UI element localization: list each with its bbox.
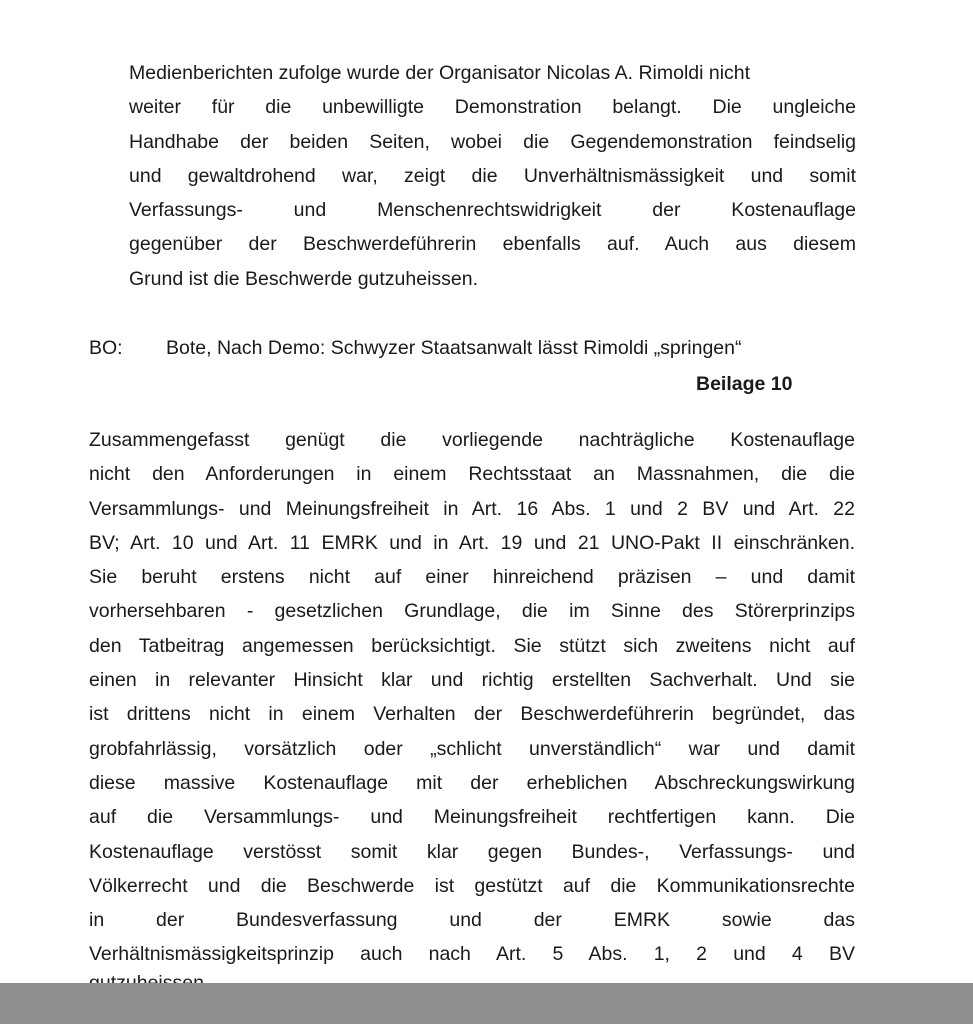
attachment-label: Beilage 10 — [696, 373, 793, 395]
text-line: den Tatbeitrag angemessen berücksichtigt. Sie stützt sich zweitens nicht auf — [89, 634, 855, 657]
text-line: Medienberichten zufolge wurde der Organisator Nicolas A. Rimoldi nicht — [129, 62, 751, 84]
text-line: Zusammengefasst genügt die vorliegende nachträgliche Kostenauflage — [89, 429, 855, 451]
text-line: weiter für die unbewilligte Demonstration belangt. Die ungleiche — [129, 96, 856, 119]
cutoff-text-line — [89, 973, 209, 983]
text-line: auf die Versammlungs- und Meinungsfreiheit rechtfertigen kann. Die — [89, 806, 855, 829]
text-line: nicht den Anforderungen in einem Rechtsstaat an Massnahmen, die die — [89, 463, 855, 486]
text-line: Grund ist die Beschwerde gutzuheissen. — [129, 267, 479, 290]
text-line: einen in relevanter Hinsicht klar und richtig erstellten Sachverhalt. Und sie — [89, 669, 855, 692]
text-line: Verfassungs- und Menschenrechtswidrigkeit der Kostenauflage — [129, 199, 856, 222]
text-line: Sie beruht erstens nicht auf einer hinreichend präzisen – und damit — [89, 566, 855, 589]
paragraph-1 — [129, 56, 856, 296]
text-line: Handhabe der beiden Seiten, wobei die Gegendemonstration feindselig — [129, 130, 856, 153]
text-line: vorhersehbaren - gesetzlichen Grundlage, die im Sinne des Störerprinzips — [89, 600, 855, 623]
text-line: in der Bundesverfassung und der EMRK sowie das — [89, 909, 855, 932]
text-line: Versammlungs- und Meinungsfreiheit in Art. 16 Abs. 1 und 2 BV und Art. 22 — [89, 497, 855, 520]
paragraph-2 — [89, 423, 855, 972]
text-line: diese massive Kostenauflage mit der erheblichen Abschreckungswirkung — [89, 771, 855, 794]
evidence-text: Bote, Nach Demo: Schwyzer Staatsanwalt lässt Rimoldi „springen“ — [166, 337, 742, 359]
viewer-bottom-bar — [0, 983, 973, 1024]
text-line: BV; Art. 10 und Art. 11 EMRK und in Art. 19 und 21 UNO-Pakt II einschränken. — [89, 531, 855, 554]
text-line: ist drittens nicht in einem Verhalten der Beschwerdeführerin begründet, das — [89, 703, 855, 726]
text-line: Völkerrecht und die Beschwerde ist gestützt auf die Kommunikationsrechte — [89, 874, 855, 897]
text-line: grobfahrlässig, vorsätzlich oder „schlicht unverständlich“ war und damit — [89, 737, 855, 760]
text-line: Kostenauflage verstösst somit klar gegen Bundes-, Verfassungs- und — [89, 840, 855, 863]
text-line: Verhältnismässigkeitsprinzip auch nach Art. 5 Abs. 1, 2 und 4 BV — [89, 943, 855, 966]
text-line: gegenüber der Beschwerdeführerin ebenfalls auf. Auch aus diesem — [129, 233, 856, 256]
evidence-label: BO: — [89, 337, 123, 359]
text-line: und gewaltdrohend war, zeigt die Unverhältnismässigkeit und somit — [129, 164, 856, 187]
